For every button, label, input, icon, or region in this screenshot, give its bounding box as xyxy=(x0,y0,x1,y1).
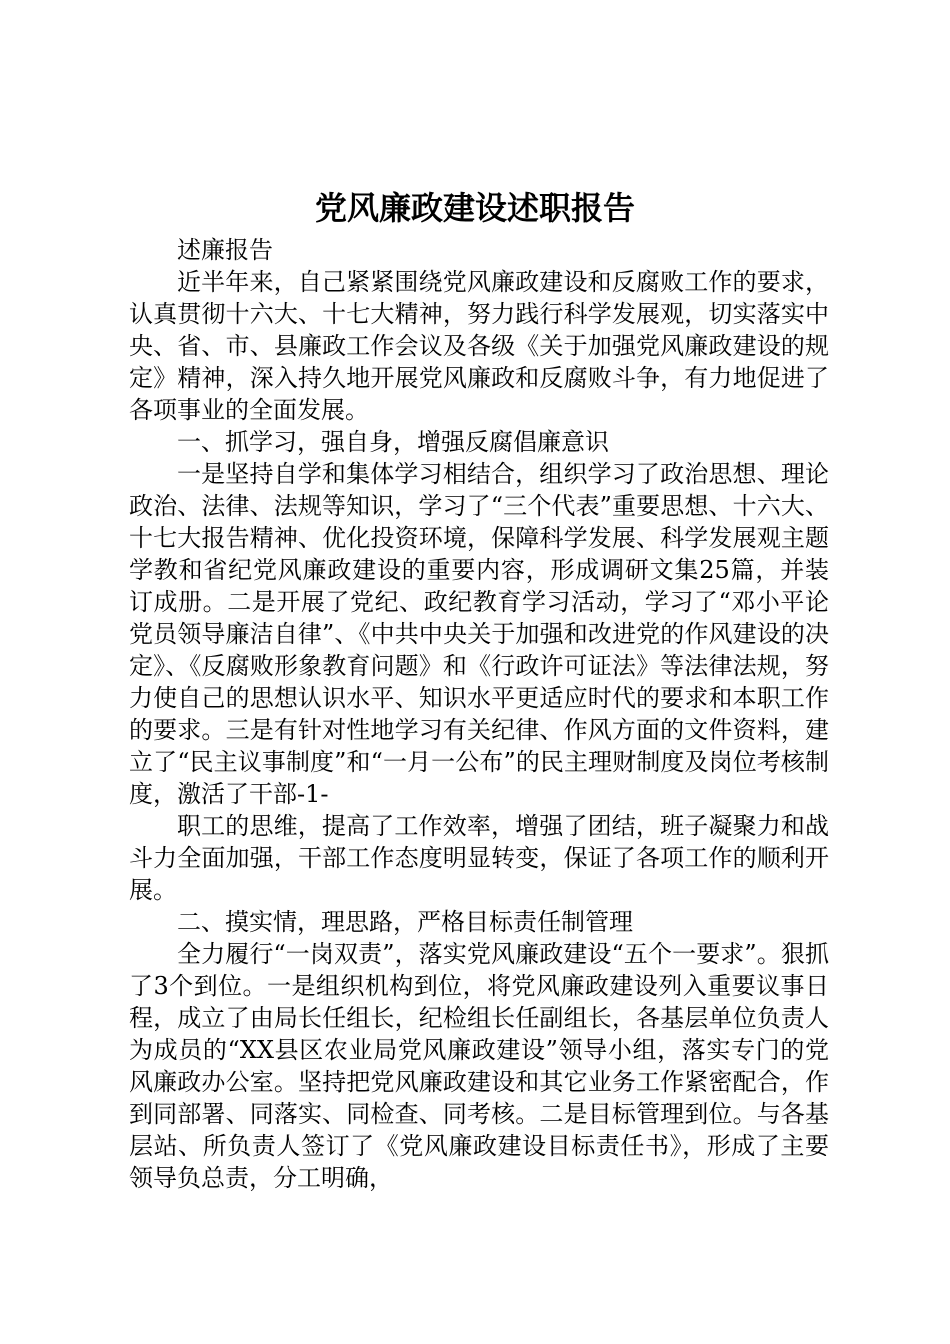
section-subtitle: 述廉报告 xyxy=(177,236,273,264)
body-paragraph: 一是坚持自学和集体学习相结合，组织学习了政治思想、理论政治、法律、法规等知识，学习了“三个代表”重要思想、十六大、十七大报告精神、优化投资环境，保障科学发展、科学发展观主题学教和省纪党风廉政建设的重要内容，形成调研文集25篇，并装订成册。二是开展了党纪、政纪教育学习活动，学习了“邓小平论党员领导廉洁自律”、《中共中央关于加强和改进党的作风建设的决定》、《反腐败形象教育问题》和《行政许可证法》等法律法规，努力使自己的思想认识水平、知识水平更适应时代的要求和本职工作的要求。三是有针对性地学习有关纪律、作风方面的文件资料，建立了“民主议事制度”和“一月一公布”的民主理财制度及岗位考核制度，激活了干部-1- xyxy=(129,460,829,808)
body-paragraph: 职工的思维，提高了工作效率，增强了团结，班子凝聚力和战斗力全面加强，干部工作态度明显转变，保证了各项工作的顺利开展。 xyxy=(129,812,829,904)
intro-paragraph: 近半年来，自己紧紧围绕党风廉政建设和反腐败工作的要求，认真贯彻十六大、十七大精神，努力践行科学发展观，切实落实中央、省、市、县廉政工作会议及各级《关于加强党风廉政建设的规定》精神，深入持久地开展党风廉政和反腐败斗争，有力地促进了各项事业的全面发展。 xyxy=(129,268,829,424)
section-heading-1: 一、抓学习，强自身，增强反腐倡廉意识 xyxy=(177,428,609,456)
document-body xyxy=(129,234,829,1194)
body-paragraph: 全力履行“一岗双责”，落实党风廉政建设“五个一要求”。狠抓了3个到位。一是组织机构到位，将党风廉政建设列入重要议事日程，成立了由局长任组长，纪检组长任副组长，各基层单位负责人为成员的“XX县区农业局党风廉政建设”领导小组，落实专门的党风廉政办公室。坚持把党风廉政建设和其它业务工作紧密配合，作到同部署、同落实、同检查、同考核。二是目标管理到位。与各基层站、所负责人签订了《党风廉政建设目标责任书》，形成了主要领导负总责，分工明确， xyxy=(129,940,829,1192)
section-heading-2: 二、摸实情，理思路，严格目标责任制管理 xyxy=(177,908,633,936)
document-title: 党风廉政建设述职报告 xyxy=(314,189,635,227)
